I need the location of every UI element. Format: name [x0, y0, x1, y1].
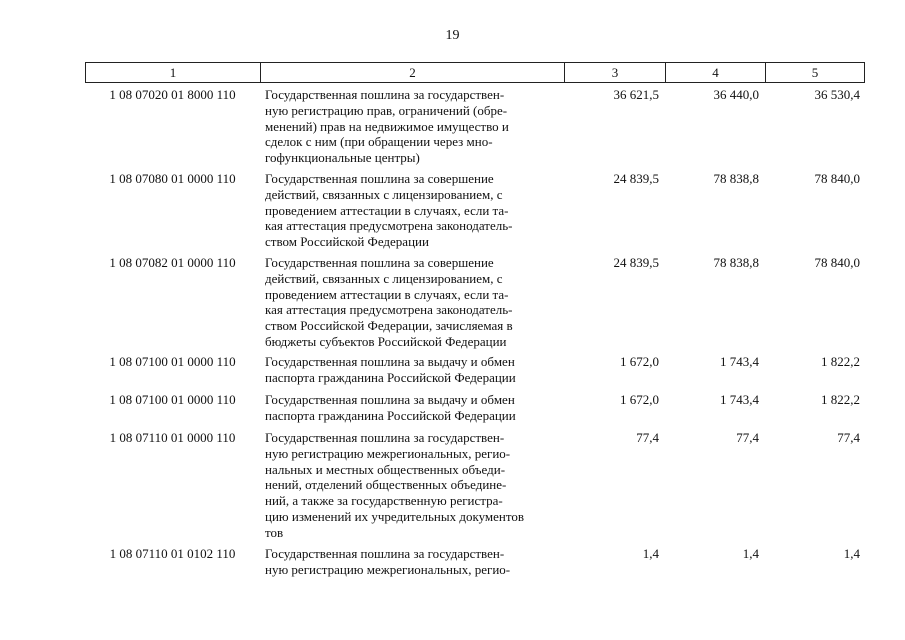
value-col-3: 1,4	[642, 546, 659, 561]
description-line: цию изменений их учредительных документов	[265, 508, 525, 524]
value-col-3: 36 621,5	[613, 87, 659, 102]
budget-code: 1 08 07020 01 8000 110	[109, 87, 236, 102]
budget-code: 1 08 07100 01 0000 110	[109, 354, 236, 369]
description-line: ством Российской Федерации, зачисляемая в	[265, 318, 513, 334]
table-row	[85, 430, 865, 546]
value-col-4: 78 838,8	[713, 255, 759, 270]
value-col-5: 78 840,0	[814, 171, 860, 186]
value-col-4: 1 743,4	[720, 392, 759, 407]
value-col-4: 77,4	[736, 430, 759, 445]
value-col-3: 24 839,5	[613, 255, 659, 270]
table-row	[85, 87, 865, 171]
table-row	[85, 171, 865, 255]
description-line: ную регистрацию межрегиональных, регио-	[265, 445, 511, 461]
description-line: тов	[265, 524, 284, 540]
description-line: действий, связанных с лицензированием, с	[265, 186, 503, 202]
column-header-2: 2	[261, 63, 565, 82]
value-col-4: 1 743,4	[720, 354, 759, 369]
description-line: ний, а также за государственную регистра-	[265, 493, 503, 509]
column-header-1: 1	[86, 63, 261, 82]
description-line: сделок с ним (при обращении через мно-	[265, 134, 493, 150]
description-line: Государственная пошлина за совершение	[265, 171, 494, 186]
table-row	[85, 255, 865, 354]
description	[265, 171, 558, 250]
value-col-3: 24 839,5	[613, 171, 659, 186]
description	[265, 255, 558, 350]
description	[265, 392, 558, 424]
budget-code: 1 08 07082 01 0000 110	[109, 255, 236, 270]
value-col-5: 78 840,0	[814, 255, 860, 270]
description-line: проведением аттестации в случаях, если та-	[265, 286, 509, 302]
description	[265, 546, 558, 578]
value-col-5: 36 530,4	[814, 87, 860, 102]
description	[265, 87, 558, 166]
budget-code: 1 08 07100 01 0000 110	[109, 392, 236, 407]
value-col-4: 36 440,0	[713, 87, 759, 102]
description-line: Государственная пошлина за государствен-	[265, 87, 505, 102]
description-line: паспорта гражданина Российской Федерации	[265, 407, 516, 423]
value-col-3: 1 672,0	[620, 392, 659, 407]
description	[265, 430, 558, 541]
description-line: действий, связанных с лицензированием, с	[265, 270, 503, 286]
value-col-5: 1 822,2	[821, 354, 860, 369]
table-row	[85, 546, 865, 580]
value-col-3: 77,4	[636, 430, 659, 445]
description-line: ную регистрацию прав, ограничений (обре-	[265, 102, 508, 118]
description-line: проведением аттестации в случаях, если та-	[265, 202, 509, 218]
budget-code: 1 08 07110 01 0102 110	[109, 546, 236, 561]
description-line: паспорта гражданина Российской Федерации	[265, 369, 516, 385]
budget-code: 1 08 07080 01 0000 110	[109, 171, 236, 186]
description-line: ством Российской Федерации	[265, 234, 429, 250]
table-header	[85, 62, 865, 83]
description-line: менений) прав на недвижимое имущество и	[265, 118, 509, 134]
description-line: Государственная пошлина за совершение	[265, 255, 494, 270]
description-line: кая аттестация предусмотрена законодатель-	[265, 218, 513, 234]
value-col-4: 1,4	[742, 546, 759, 561]
table-row	[85, 354, 865, 392]
description-line: бюджеты субъектов Российской Федерации	[265, 333, 507, 349]
table-row	[85, 392, 865, 430]
value-col-5: 1,4	[843, 546, 860, 561]
description	[265, 354, 558, 386]
column-header-5: 5	[811, 65, 819, 80]
description-line: ную регистрацию межрегиональных, регио-	[265, 561, 511, 577]
description-line: кая аттестация предусмотрена законодатель-	[265, 302, 513, 318]
value-col-3: 1 672,0	[620, 354, 659, 369]
value-col-4: 78 838,8	[713, 171, 759, 186]
column-header-4: 4	[666, 63, 766, 82]
description-line: Государственная пошлина за государствен-	[265, 430, 505, 445]
value-col-5: 1 822,2	[821, 392, 860, 407]
column-header-3: 3	[565, 63, 666, 82]
description-line: Государственная пошлина за государствен-	[265, 546, 505, 561]
description-line: гофункциональные центры)	[265, 150, 420, 166]
table-body	[85, 87, 865, 580]
description-line: нальных и местных общественных объеди-	[265, 461, 506, 477]
budget-code: 1 08 07110 01 0000 110	[109, 430, 236, 445]
page-number: 19	[445, 28, 460, 43]
description-line: нений, отделений общественных объедине-	[265, 477, 507, 493]
value-col-5: 77,4	[837, 430, 860, 445]
description-line: Государственная пошлина за выдачу и обмен	[265, 354, 515, 369]
description-line: Государственная пошлина за выдачу и обмен	[265, 392, 515, 407]
